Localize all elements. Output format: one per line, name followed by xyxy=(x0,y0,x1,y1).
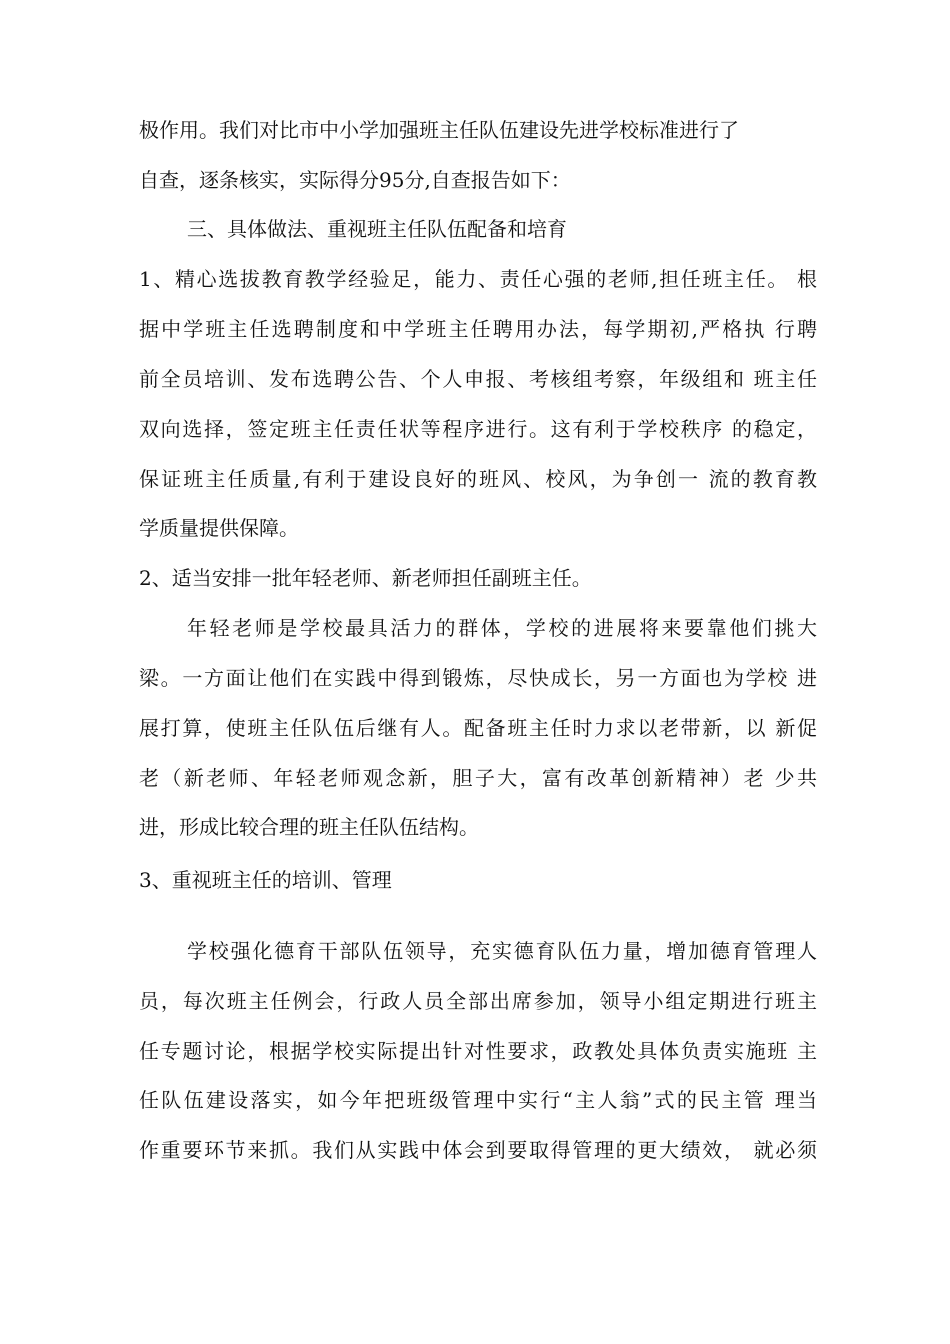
text-line-13: 展打算，使班主任队伍后继有人。配备班主任时力求以老带新，以 新促 xyxy=(139,716,817,740)
text-line-17: 学校强化德育干部队伍领导，充实德育队伍力量，增加德育管理人 xyxy=(187,939,817,963)
text-line-1: 极作用。我们对比市中小学加强班主任队伍建设先进学校标准进行了 xyxy=(139,118,739,142)
item-heading-3: 3、重视班主任的培训、管理 xyxy=(139,868,392,892)
text-line-8: 保证班主任质量,有利于建设良好的班风、校风，为争创一 流的教育教 xyxy=(139,467,817,491)
text-line-6: 前全员培训、发布选聘公告、个人申报、考核组考察，年级组和 班主任 xyxy=(139,367,817,391)
text-line-7: 双向选择，签定班主任责任状等程序进行。这有利于学校秩序 的稳定， xyxy=(139,417,817,441)
text-line-12: 梁。一方面让他们在实践中得到锻炼，尽快成长，另一方面也为学校 进 xyxy=(139,666,817,690)
item-heading-2: 2、适当安排一批年轻老师、新老师担任副班主任。 xyxy=(139,566,592,590)
text-line-9: 学质量提供保障。 xyxy=(139,516,299,540)
text-line-18: 员，每次班主任例会，行政人员全部出席参加，领导小组定期进行班主 xyxy=(139,989,817,1013)
text-line-20: 任队伍建设落实，如今年把班级管理中实行“主人翁”式的民主管 理当 xyxy=(139,1088,817,1112)
text-line-4: 1、精心选拔教育教学经验足，能力、责任心强的老师,担任班主任。 根 xyxy=(139,267,817,291)
text-line-11: 年轻老师是学校最具活力的群体，学校的进展将来要靠他们挑大 xyxy=(187,616,817,640)
text-line-19: 任专题讨论，根据学校实际提出针对性要求，政教处具体负责实施班 主 xyxy=(139,1039,817,1063)
text-line-15: 进，形成比较合理的班主任队伍结构。 xyxy=(139,815,479,839)
text-line-14: 老（新老师、年轻老师观念新，胆子大，富有改革创新精神）老 少共 xyxy=(139,766,817,790)
text-line-2: 自查，逐条核实，实际得分95分,自查报告如下： xyxy=(139,168,571,192)
section-heading: 三、具体做法、重视班主任队伍配备和培育 xyxy=(187,217,567,241)
text-line-21: 作重要环节来抓。我们从实践中体会到要取得管理的更大绩效， 就必须 xyxy=(139,1138,817,1162)
text-line-5: 据中学班主任选聘制度和中学班主任聘用办法，每学期初,严格执 行聘 xyxy=(139,317,817,341)
